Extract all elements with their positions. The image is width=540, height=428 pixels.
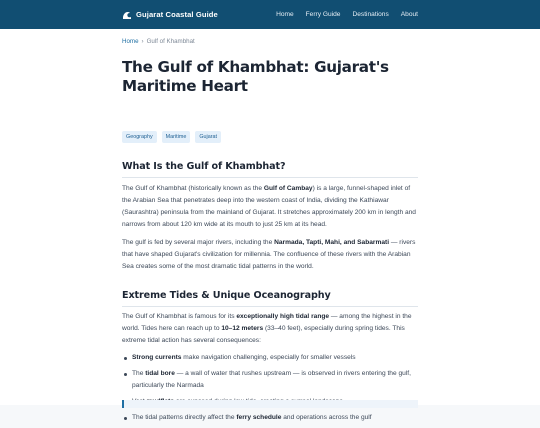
bold-text: Strong currents	[132, 354, 182, 361]
tag-list	[122, 131, 221, 143]
breadcrumb	[122, 38, 195, 45]
text: and operations across the gulf	[281, 414, 372, 421]
breadcrumb-current: Gulf of Khambhat	[146, 38, 195, 45]
brand-name: Gujarat Coastal Guide	[136, 10, 218, 19]
breadcrumb-separator: ›	[141, 38, 144, 45]
bold-text: exceptionally high tidal range	[236, 313, 330, 320]
tag-gujarat[interactable]: Gujarat	[195, 131, 221, 143]
text: — rivers that have shaped Gujarat's civilization for millennia. The confluence of these rivers with the Arabian Sea creates some of the most dramatic tidal patterns in the world.	[122, 239, 416, 270]
text: The Gulf of Khambhat (historically known as the	[122, 185, 264, 192]
bold-text: Gulf of Cambay	[263, 185, 313, 192]
text: The Gulf of Khambhat is famous for its	[122, 313, 237, 320]
text: make navigation challenging, especially for smaller vessels	[181, 354, 356, 361]
paragraph-intro	[122, 183, 418, 231]
wave-icon	[122, 10, 132, 20]
section-heading-tides: Extreme Tides & Unique Oceanography	[122, 290, 331, 301]
nav-links	[276, 11, 418, 18]
brand[interactable]	[122, 10, 218, 20]
article-page	[0, 29, 540, 421]
breadcrumb-home[interactable]: Home	[122, 38, 139, 45]
nav-link-about[interactable]: About	[400, 11, 418, 18]
bold-text: Narmada, Tapti, Mahi, and Sabarmati	[274, 239, 390, 246]
callout-box	[122, 400, 418, 408]
nav-link-destinations[interactable]: Destinations	[352, 11, 389, 18]
nav-link-home[interactable]: Home	[276, 11, 294, 18]
list-item	[122, 368, 418, 392]
text: — among the highest in the world. Tides here can reach up to	[122, 313, 412, 332]
nav-link-ferry-guide[interactable]: Ferry Guide	[305, 11, 341, 18]
text: The gulf is fed by several major rivers, including the	[122, 239, 275, 246]
bold-text: 10–12 meters	[221, 325, 264, 332]
tag-maritime[interactable]: Maritime	[162, 131, 191, 143]
bold-text: ferry schedule	[236, 414, 282, 421]
list-item	[122, 352, 418, 364]
section-divider	[122, 306, 418, 307]
section-heading-what-is: What Is the Gulf of Khambhat?	[122, 161, 286, 172]
text: ) is a large, funnel-shaped inlet of the Arabian Sea that penetrates deep into the western coast of India, dividing the Kathiawar (Saurashtra) peninsula from the mainland of Gujarat. It stretches approximately 200 km in length and narrows from about 120 km wide at its mouth to just 25 km at its head.	[122, 185, 416, 228]
bold-text: tidal bore	[145, 370, 175, 377]
top-navbar	[0, 0, 540, 29]
paragraph-rivers	[122, 237, 418, 273]
section-divider	[122, 177, 418, 178]
text: The	[132, 370, 146, 377]
paragraph-tides	[122, 311, 418, 347]
list-item	[122, 412, 418, 424]
tag-geography[interactable]: Geography	[122, 131, 157, 143]
text: (33–40 feet), especially during spring tides. This extreme tidal action has several consequences:	[122, 325, 405, 344]
consequences-list	[122, 352, 418, 428]
text: — a wall of water that rushes upstream — is observed in rivers entering the gulf, particularly the Narmada	[132, 370, 411, 389]
page-title: The Gulf of Khambhat: Gujarat's Maritime Heart	[122, 58, 389, 95]
text: The tidal patterns directly affect the	[132, 414, 237, 421]
